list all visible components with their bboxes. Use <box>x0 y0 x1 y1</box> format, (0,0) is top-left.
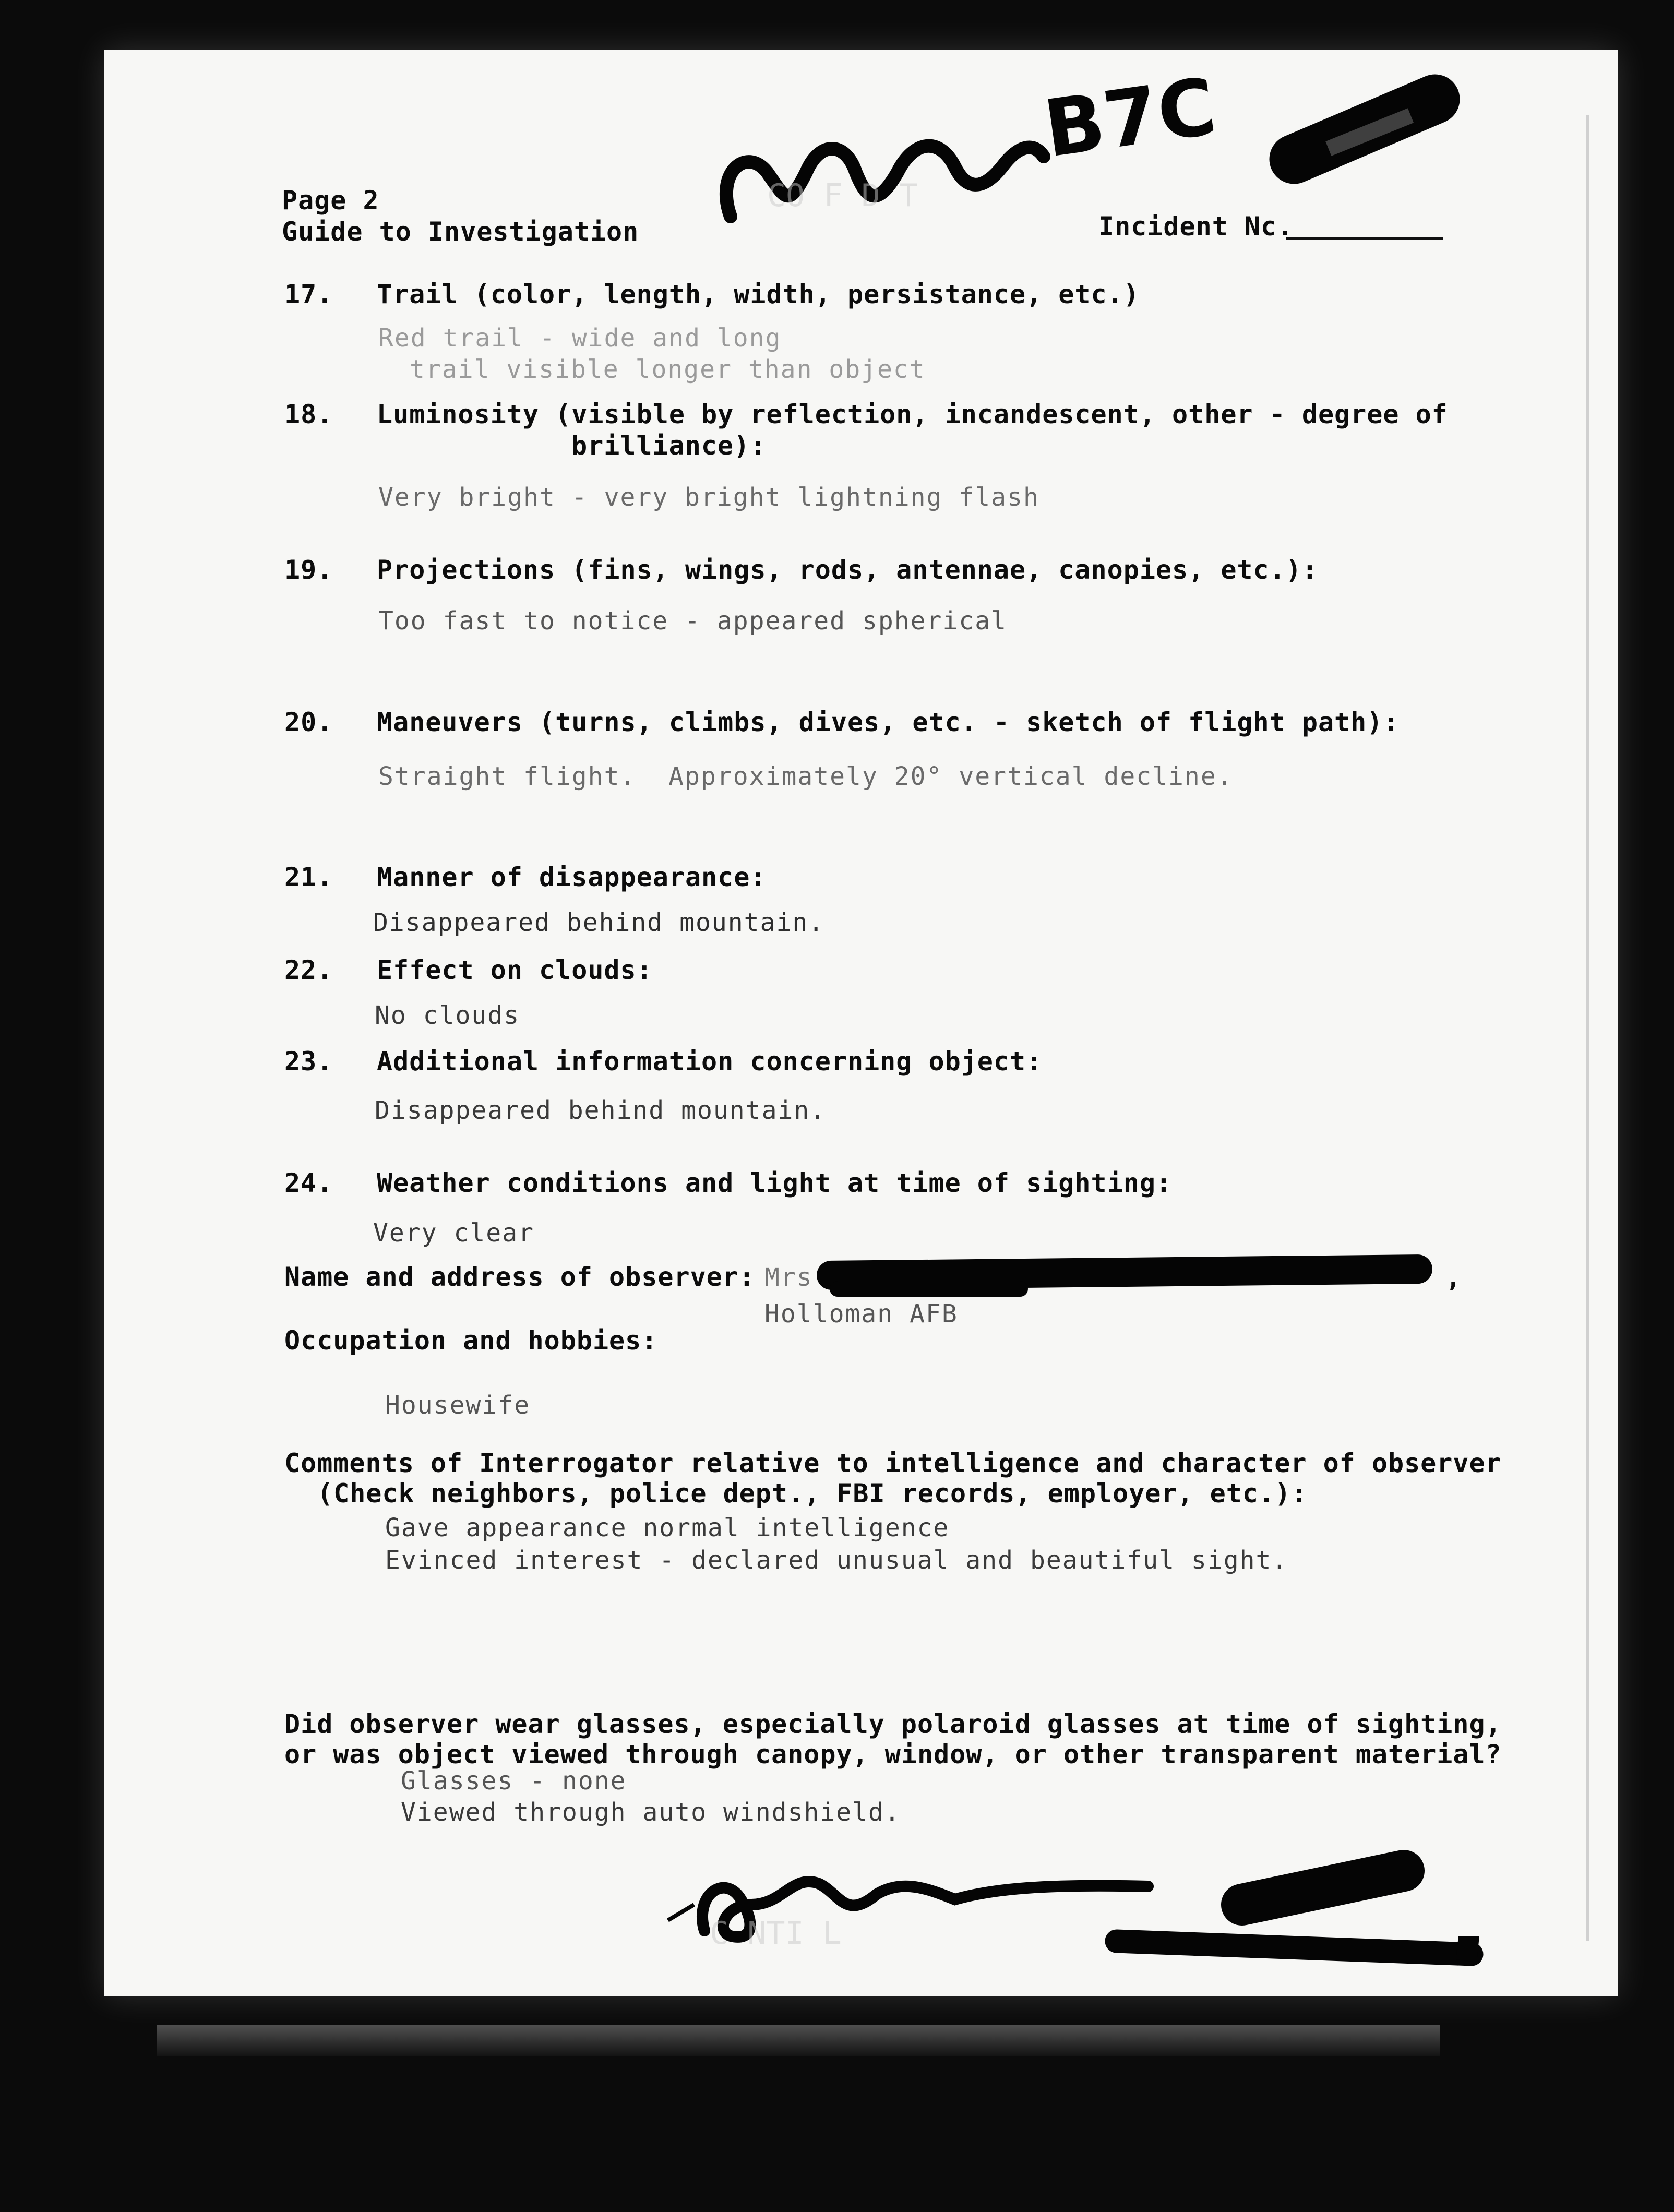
form-title: Guide to Investigation <box>282 217 639 247</box>
observer-name-prefix: Mrs <box>764 1263 813 1292</box>
item-20-number: 20. <box>284 707 333 737</box>
comments-label-2: (Check neighbors, police dept., FBI records, employer, etc.): <box>317 1478 1308 1509</box>
scribble-tail <box>668 1905 694 1920</box>
item-22-question: Effect on clouds: <box>377 955 653 985</box>
item-21-answer: Disappeared behind mountain. <box>373 908 825 937</box>
glasses-question-1: Did observer wear glasses, especially polaroid glasses at time of sighting, <box>284 1709 1502 1739</box>
item-17-answer-1: Red trail - wide and long <box>378 324 782 353</box>
item-18-question-cont: brilliance): <box>571 431 767 461</box>
item-17-number: 17. <box>284 279 333 309</box>
comments-answer-2: Evinced interest - declared unusual and beautiful sight. <box>385 1546 1288 1575</box>
item-19-number: 19. <box>284 555 333 585</box>
item-22-number: 22. <box>284 955 333 985</box>
svg-text:CO F D T: CO F D T <box>767 177 918 214</box>
observer-address: Holloman AFB <box>764 1299 958 1329</box>
item-21-question: Manner of disappearance: <box>377 862 767 892</box>
item-18-question: Luminosity (visible by reflection, incandescent, other - degree of <box>377 399 1448 429</box>
item-20-answer: Straight flight. Approximately 20° vertical decline. <box>378 762 1233 791</box>
item-17-answer-2: trail visible longer than object <box>410 355 926 384</box>
bottom-redactions <box>1117 1871 1472 1954</box>
item-22-answer: No clouds <box>375 1001 520 1030</box>
item-18-answer: Very bright - very bright lightning flash <box>378 483 1039 512</box>
observer-name-comma: , <box>1445 1263 1462 1293</box>
item-24-question: Weather conditions and light at time of sighting: <box>377 1168 1173 1198</box>
item-19-question: Projections (fins, wings, rods, antennae, canopies, etc.): <box>377 555 1318 585</box>
item-18-number: 18. <box>284 399 333 429</box>
item-23-number: 23. <box>284 1046 333 1077</box>
item-23-answer: Disappeared behind mountain. <box>375 1096 827 1125</box>
occupation-label: Occupation and hobbies: <box>284 1325 658 1356</box>
item-23-question: Additional information concerning object: <box>377 1046 1043 1077</box>
item-19-answer: Too fast to notice - appeared spherical <box>378 606 1008 636</box>
item-17-question: Trail (color, length, width, persistance, etc.) <box>377 279 1140 309</box>
occupation-answer: Housewife <box>385 1391 531 1420</box>
item-20-question: Maneuvers (turns, climbs, dives, etc. - sketch of flight path): <box>377 707 1400 737</box>
incident-number-label: Incident Nc. <box>1098 211 1294 242</box>
glasses-answer-2: Viewed through auto windshield. <box>401 1798 901 1827</box>
comments-label-1: Comments of Interrogator relative to intelligence and character of observer <box>284 1448 1502 1478</box>
comments-answer-1: Gave appearance normal intelligence <box>385 1513 950 1543</box>
item-24-number: 24. <box>284 1168 333 1198</box>
page-label: Page 2 <box>282 185 379 216</box>
glasses-question-2: or was object viewed through canopy, window, or other transparent material? <box>284 1739 1502 1769</box>
observer-name-label: Name and address of observer: <box>284 1262 755 1292</box>
glasses-answer-1: Glasses - none <box>401 1766 627 1796</box>
svg-text:C NTI L: C NTI L <box>710 1915 842 1952</box>
item-24-answer: Very clear <box>373 1218 534 1248</box>
handwritten-code: B7C <box>1038 61 1222 175</box>
item-21-number: 21. <box>284 862 333 892</box>
